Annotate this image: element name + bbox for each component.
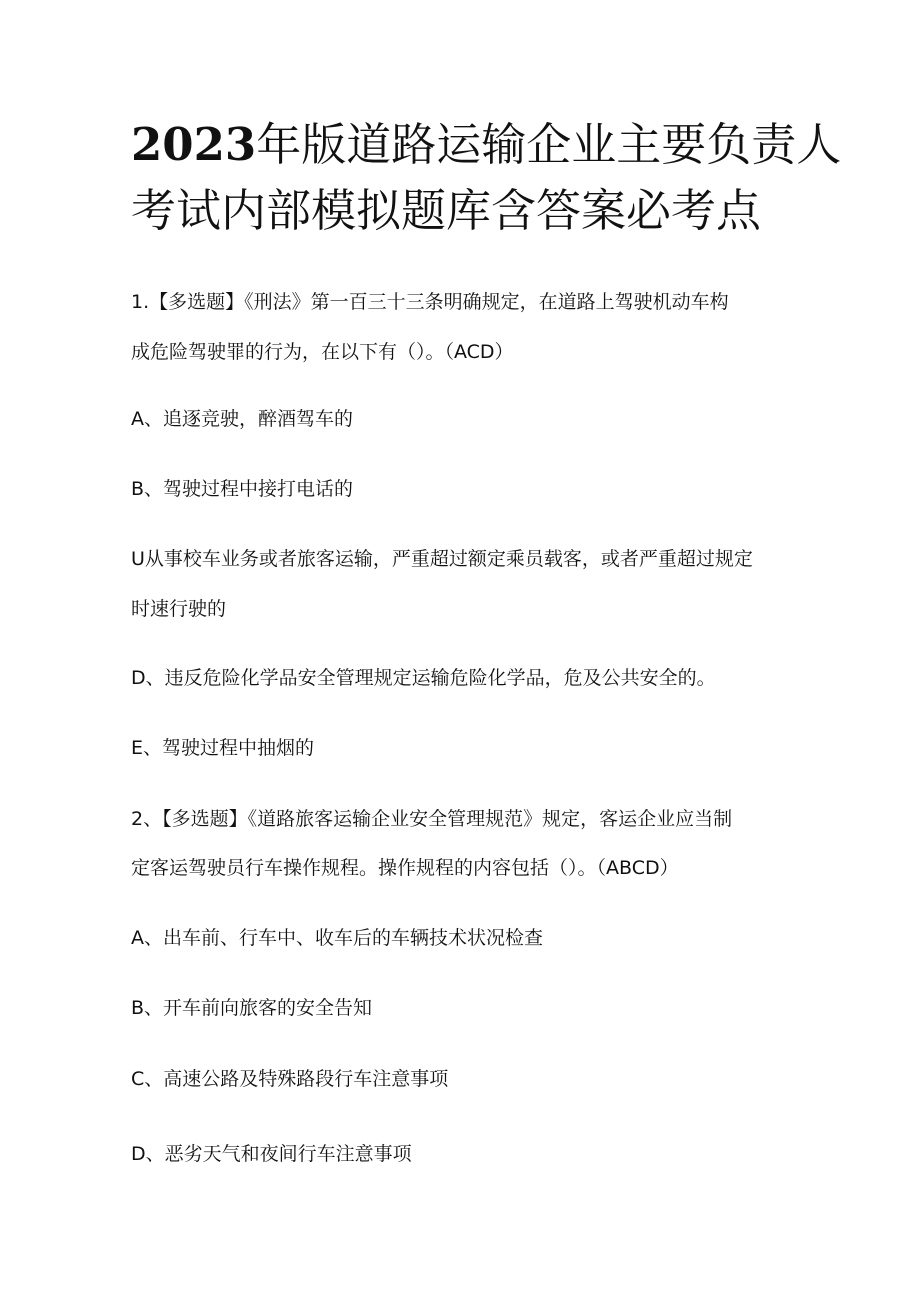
- q1-option-d: D、违反危险化学品安全管理规定运输危险化学品，危及公共安全的。: [131, 667, 716, 689]
- q2-option-d: D、恶劣天气和夜间行车注意事项: [131, 1143, 412, 1165]
- q1-stem-line1: 1.【多选题】《刑法》第一百三十三条明确规定，在道路上驾驶机动车构: [131, 291, 729, 313]
- q2-stem-line2: 定客运驾驶员行车操作规程。操作规程的内容包括（）。（ABCD）: [131, 857, 679, 879]
- q2-option-b: B、开车前向旅客的安全告知: [131, 997, 373, 1019]
- q1-option-c-line1: U从事校车业务或者旅客运输，严重超过额定乘员载客，或者严重超过规定: [131, 548, 753, 570]
- title-line1: 年版道路运输企业主要负责人: [256, 118, 842, 171]
- q2-option-c: C、高速公路及特殊路段行车注意事项: [131, 1068, 449, 1090]
- q1-stem-line2: 成危险驾驶罪的行为，在以下有（）。（ACD）: [131, 341, 514, 363]
- q1-option-e: E、驾驶过程中抽烟的: [131, 737, 315, 759]
- q2-stem-line1: 2、【多选题】《道路旅客运输企业安全管理规范》规定，客运企业应当制: [131, 808, 733, 830]
- q1-option-b: B、驾驶过程中接打电话的: [131, 478, 354, 500]
- document-title: [131, 112, 851, 244]
- title-year: 2023: [131, 118, 257, 171]
- title-line2: 考试内部模拟题库含答案必考点: [131, 184, 762, 237]
- q2-option-a: A、出车前、行车中、收车后的车辆技术状况检查: [131, 927, 543, 949]
- q1-option-a: A、追逐竞驶，醉酒驾车的: [131, 408, 353, 430]
- q1-option-c-line2: 时速行驶的: [131, 598, 227, 620]
